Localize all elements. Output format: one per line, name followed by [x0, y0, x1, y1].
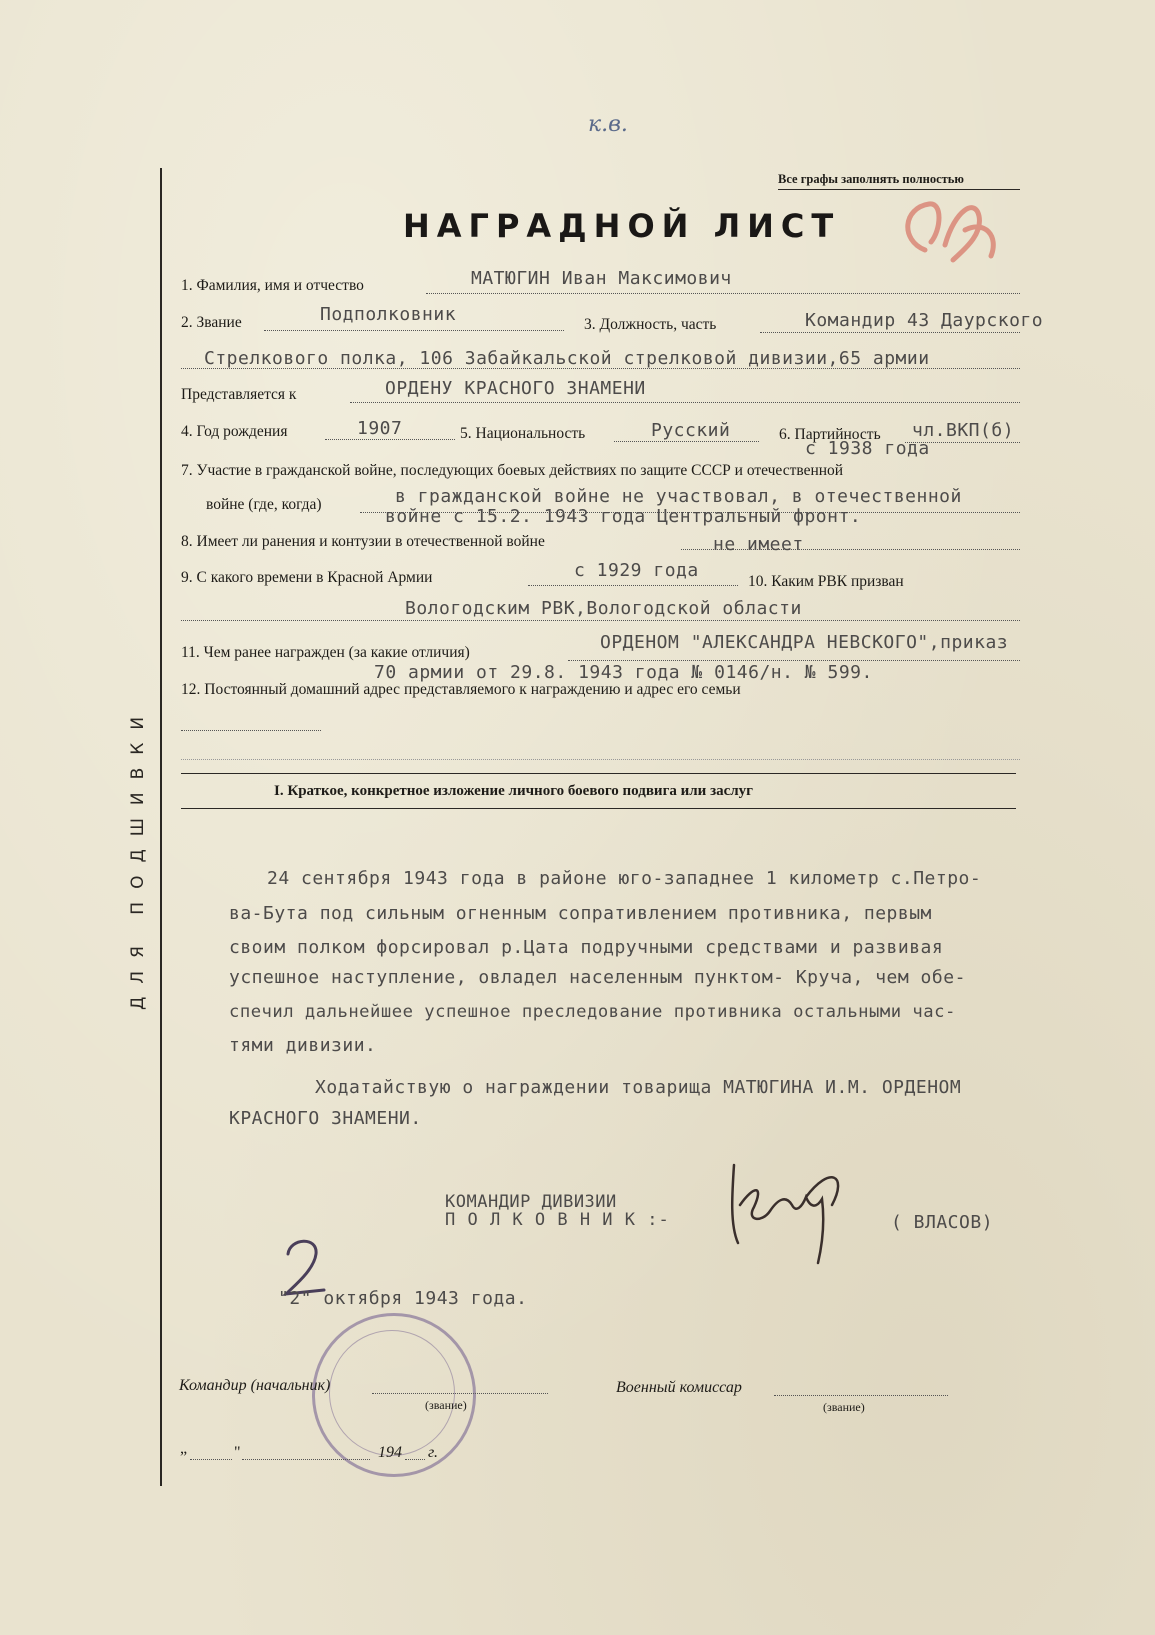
field-prior-awards-value-1: ОРДЕНОМ "АЛЕКСАНДРА НЕВСКОГО",приказ: [600, 632, 1009, 653]
commander-line: [372, 1393, 548, 1394]
field-award-value: ОРДЕНУ КРАСНОГО ЗНАМЕНИ: [385, 378, 646, 399]
field-rank-value: Подполковник: [320, 304, 457, 325]
footer-date-close-quote: ": [234, 1444, 241, 1461]
field-position-line: [760, 332, 1020, 333]
narrative-line-3: своим полком форсировал р.Цата подручными средствами и развивая: [229, 937, 944, 958]
field-conscription-value: Вологодским РВК,Вологодской области: [405, 598, 802, 619]
signature-date: "2" октября 1943 года.: [278, 1288, 528, 1309]
field-rank-label: 2. Звание: [181, 314, 242, 331]
narrative-line-4: успешное наступление, овладел населенным пунктом- Круча, чем обе-: [229, 967, 966, 988]
field-prior-awards-value-2: 70 армии от 29.8. 1943 года № 0146/н. № 599.: [374, 662, 873, 683]
field-name-line: [426, 293, 1020, 294]
petition-line-2: КРАСНОГО ЗНАМЕНИ.: [229, 1108, 422, 1129]
field-war-participation-label-1: 7. Участие в гражданской войне, последующих боевых действиях по защите СССР и отечественной: [181, 462, 844, 479]
commander-rank-caption: (звание): [425, 1398, 467, 1412]
field-army-since-value: с 1929 года: [574, 560, 699, 581]
field-war-participation-value-1: в гражданской войне не участвовал, в отечественной: [395, 486, 962, 507]
section-heading: I. Краткое, конкретное изложение личного боевого подвига или заслуг: [274, 783, 753, 799]
field-nationality-value: Русский: [651, 420, 731, 441]
section-bottom-rule: [181, 808, 1016, 809]
narrative-line-5: спечил дальнейшее успешное преследование противника остальными час-: [229, 1002, 956, 1022]
commander-signature: [720, 1145, 870, 1275]
field-nationality-label: 5. Национальность: [460, 425, 586, 442]
field-party-value-1: чл.ВКП(б): [912, 420, 1015, 441]
petition-line-1: Ходатайствую о награждении товарища МАТЮГИНА И.М. ОРДЕНОМ: [315, 1077, 962, 1098]
commissar-label: Военный комиссар: [616, 1379, 742, 1396]
field-party-value-2: с 1938 года: [805, 438, 930, 459]
field-prior-awards-label: 11. Чем ранее награжден (за какие отличия): [181, 644, 470, 661]
field-name-value: МАТЮГИН Иван Максимович: [471, 268, 732, 289]
footer-date-day-line: [190, 1459, 232, 1460]
field-rank-line: [264, 330, 564, 331]
footer-date-open-quote: „: [180, 1440, 188, 1457]
field-war-participation-label-2: войне (где, когда): [206, 496, 322, 513]
field-position-value-1: Командир 43 Даурского: [805, 310, 1044, 331]
field-conscription-label: 10. Каким РВК призван: [748, 573, 904, 590]
instruction-underline: [778, 189, 1020, 190]
section-top-rule: [181, 773, 1016, 774]
field-position-value-2: Стрелкового полка, 106 Забайкальской стрелковой дивизии,65 армии: [204, 348, 930, 369]
field-birth-year-value: 1907: [357, 418, 403, 439]
binding-margin-line: [160, 168, 162, 1486]
narrative-line-6: тями дивизии.: [229, 1035, 377, 1056]
binding-side-text: ДЛЯ ПОДШИВКИ: [128, 703, 148, 1010]
field-nationality-line: [614, 441, 759, 442]
field-party-label: 6. Партийность: [779, 426, 881, 443]
field-address-line-2: [181, 759, 1020, 760]
footer-date-suffix: г.: [428, 1444, 439, 1461]
field-birth-year-label: 4. Год рождения: [181, 423, 288, 440]
field-award-line: [350, 402, 1020, 403]
footer-date-year-line: [405, 1459, 425, 1460]
instruction-note: Все графы заполнять полностью: [778, 172, 964, 186]
signer-name: ( ВЛАСОВ): [891, 1212, 994, 1233]
field-conscription-line: [181, 620, 1020, 621]
field-wounds-label: 8. Имеет ли ранения и контузии в отечественной войне: [181, 533, 545, 550]
commissar-line: [774, 1395, 948, 1396]
field-position-label: 3. Должность, часть: [584, 316, 717, 333]
footer-date-month-line: [242, 1459, 370, 1460]
commander-label: Командир (начальник): [179, 1377, 331, 1394]
field-address-label: 12. Постоянный домашний адрес представляемого к награждению и адрес его семьи: [181, 681, 741, 698]
document-title: НАГРАДНОЙ ЛИСТ: [403, 207, 841, 245]
footer-date-year: 194: [378, 1444, 402, 1461]
top-handwritten-mark: к.в.: [588, 112, 628, 137]
narrative-line-1: 24 сентября 1943 года в районе юго-западнее 1 километр с.Петро-: [267, 868, 982, 889]
commissar-rank-caption: (звание): [823, 1400, 865, 1414]
narrative-line-2: ва-Бута под сильным огненным сопративлением противника, первым: [229, 903, 932, 924]
signer-position-2: П О Л К О В Н И К :-: [445, 1210, 670, 1230]
red-pencil-mark: [895, 190, 1005, 280]
field-wounds-value: не имеет: [713, 534, 804, 555]
field-birth-year-line: [325, 439, 455, 440]
field-army-since-line: [528, 585, 738, 586]
field-award-label: Представляется к: [181, 386, 297, 403]
field-war-participation-value-2: войне с 15.2. 1943 года Центральный фронт.: [385, 506, 862, 527]
field-name-label: 1. Фамилия, имя и отчество: [181, 277, 364, 294]
signer-position-1: КОМАНДИР ДИВИЗИИ: [445, 1192, 617, 1212]
field-prior-awards-line: [568, 660, 1020, 661]
field-army-since-label: 9. С какого времени в Красной Армии: [181, 569, 433, 586]
field-address-line-1: [181, 730, 321, 731]
